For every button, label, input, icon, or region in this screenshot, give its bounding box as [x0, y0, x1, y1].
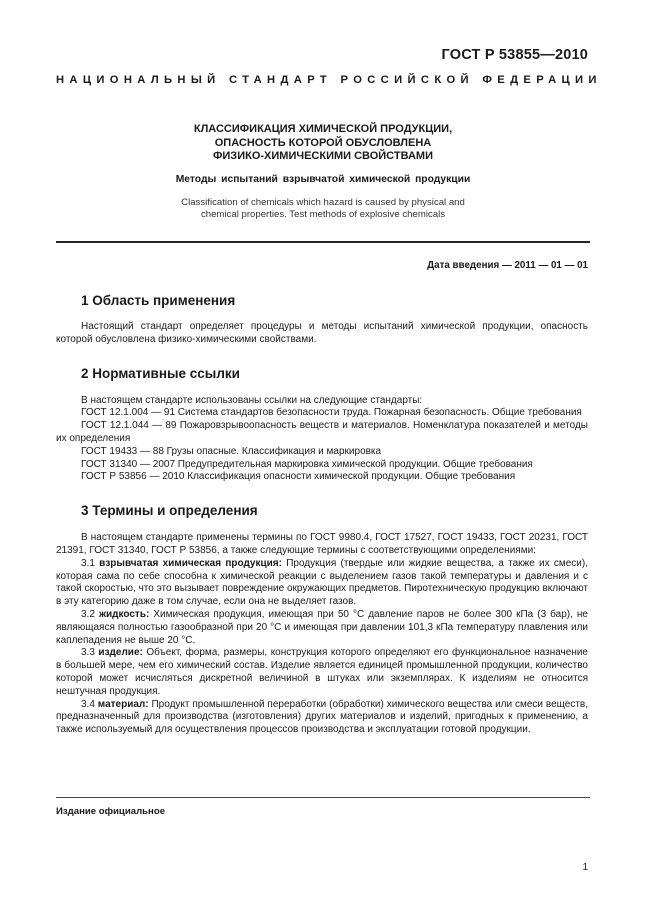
english-title-line-1: Classification of chemicals which hazard is caused by physical and — [181, 196, 465, 208]
section-1-heading: 1 Область применения — [81, 293, 236, 308]
document-body — [56, 292, 588, 737]
section-2-heading: 2 Нормативные ссылки — [81, 365, 240, 381]
term-number: 3.1 — [81, 557, 95, 569]
term-name: материал: — [97, 698, 149, 710]
english-title-line-2: chemical properties. Test methods of explosive chemicals — [200, 209, 446, 220]
term-text: Химическая продукция, имеющая при 50 °С давление паров не более 300 кПа (3 бар), не являющаяся полностью газообразной при 20 °С и имеющая при давлении 101,3 кПа температуру плавления или каплепадения не выше 20 °С. — [56, 608, 588, 646]
title-line-2: ОПАСНОСТЬ КОТОРОЙ ОБУСЛОВЛЕНА — [214, 136, 432, 149]
term-number: 3.2 — [81, 608, 95, 620]
introduction-date: Дата введения — 2011 — 01 — 01 — [427, 260, 588, 271]
reference-item: ГОСТ 12.1.044 — 89 Пожаровзрывоопасность веществ и материалов. Номенклатура показателей и методы их определения — [56, 420, 588, 444]
term-text: Объект, форма, размеры, конструкция которого определяют его функциональное назначение в большей мере, чем его химический состав. Изделие является единицей промышленной продукции, количество которой может исчисляться дискретной величиной в штуках или экземплярах. К изделиям не относится нештучная продукция. — [56, 647, 588, 697]
term-number: 3.4 — [81, 698, 95, 710]
term-definition — [56, 609, 588, 647]
page-number: 1 — [582, 862, 588, 873]
english-title — [56, 197, 590, 222]
section-1-text: Настоящий стандарт определяет процедуры и методы испытаний химической продукции, опасность которой обусловлена физико-химическими свойствами. — [56, 321, 588, 345]
title-divider — [56, 241, 590, 243]
term-name: взрывчатая химическая продукция: — [99, 557, 282, 569]
section-3-intro: В настоящем стандарте применены термины по ГОСТ 9980.4, ГОСТ 17527, ГОСТ 19433, ГОСТ 20231, ГОСТ 21391, ГОСТ 31340, ГОСТ Р 53856, а также следующие термины с соответствующими определениями: — [56, 532, 588, 556]
national-standard-banner: НАЦИОНАЛЬНЫЙ СТАНДАРТ РОССИЙСКОЙ ФЕДЕРАЦИИ — [56, 74, 602, 86]
official-edition-label: Издание официальное — [56, 806, 166, 817]
section-2-intro: В настоящем стандарте использованы ссылки на следующие стандарты: — [81, 394, 423, 406]
term-name: жидкость: — [98, 608, 150, 620]
reference-item: ГОСТ Р 53856 — 2010 Классификация опасности химической продукции. Общие требования — [81, 471, 516, 483]
reference-item: ГОСТ 31340 — 2007 Предупредительная маркировка химической продукции. Общие требования — [81, 458, 533, 470]
term-number: 3.3 — [81, 647, 95, 659]
reference-item: ГОСТ 12.1.004 — 91 Система стандартов безопасности труда. Пожарная безопасность. Общие требования — [81, 407, 582, 419]
term-name: изделие: — [98, 647, 143, 659]
section-3-heading: 3 Термины и определения — [81, 503, 258, 519]
footer-divider — [56, 797, 590, 798]
term-definition — [56, 558, 588, 609]
gost-code: ГОСТ Р 53855—2010 — [441, 47, 588, 63]
title-block — [56, 123, 590, 222]
term-text: Продукт промышленной переработки (обработки) химического вещества или смеси веществ, предназначенный для производства (изготовления) других материалов и изделий, пригодных к применению, а также используемый для осуществления процессов производства и эксплуатации готовой продукции. — [56, 698, 588, 736]
reference-item: ГОСТ 19433 — 88 Грузы опасные. Классификация и маркировка — [81, 445, 382, 457]
title-line-1: КЛАССИФИКАЦИЯ ХИМИЧЕСКОЙ ПРОДУКЦИИ, — [193, 123, 453, 135]
term-text: Продукция (твердые или жидкие вещества, а также их смеси), которая сама по себе способна к химической реакции с выделением газов такой температуры и давления и с такой скоростью, что это вызывает повреждение окружающих предметов. Пиротехническую продукцию включают в эту категорию даже в том случае, если она не выделяет газов. — [56, 557, 588, 608]
term-definition — [56, 647, 588, 698]
term-definition — [56, 699, 588, 737]
subtitle: Методы испытаний взрывчатой химической продукции — [175, 173, 471, 185]
title-line-3: ФИЗИКО-ХИМИЧЕСКИМИ СВОЙСТВАМИ — [213, 150, 433, 162]
